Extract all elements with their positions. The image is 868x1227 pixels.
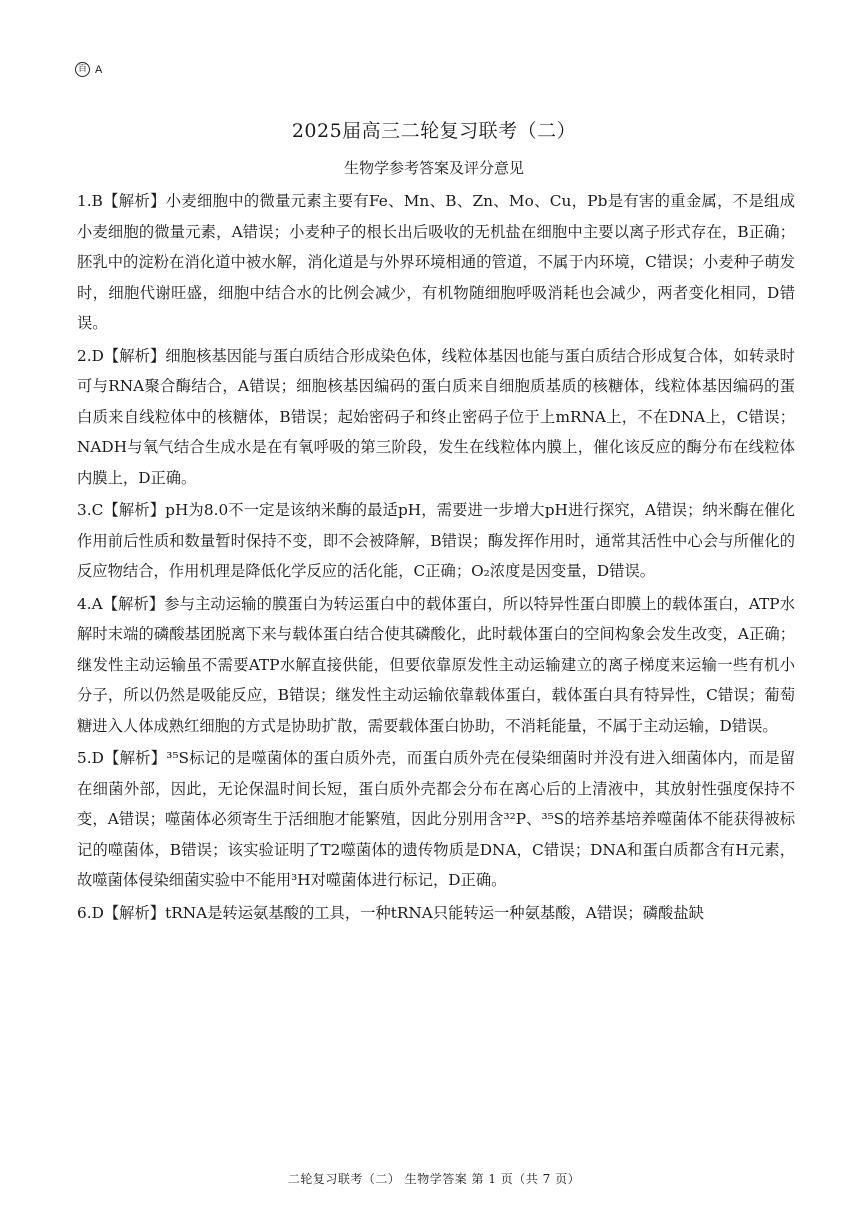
answer-head: 1.B【解析】 [77, 192, 166, 210]
answer-text: tRNA是转运氨基酸的工具，一种tRNA只能转运一种氨基酸，A错误；磷酸盐缺 [165, 903, 704, 922]
page-title: 2025届高三二轮复习联考（二） [291, 120, 577, 142]
answer-text: ³⁵S标记的是噬菌体的蛋白质外壳，而蛋白质外壳在侵染细菌时并没有进入细菌体内，而是留在细菌外部，因此，无论保温时间长短，蛋白质外壳都会分布在离心后的上清液中，其放射性强度保持不变，A错误；噬菌体必须寄生于活细胞才能繁殖，因此分别用含³²P、³⁵S的培养基培养噬菌体不能获得被标记的噬菌体，B错误；该实验证明了T2噬菌体的遗传物质是DNA，C错误；DNA和蛋白质都含有H元素，故噬菌体侵染细菌实验中不能用³H对噬菌体进行标记，D正确。 [77, 749, 795, 889]
badge-circle-icon: 百 [75, 62, 90, 77]
answer-text: 细胞核基因能与蛋白质结合形成染色体，线粒体基因也能与蛋白质结合形成复合体，如转录时可与RNA聚合酶结合，A错误；细胞核基因编码的蛋白质来自细胞质基质的核糖体，线粒体基因编码的蛋白质来自线粒体中的核糖体，B错误；起始密码子和终止密码子位于上mRNA上，不在DNA上，C错误；NADH与氧气结合生成水是在有氧呼吸的第三阶段，发生在线粒体内膜上，催化该反应的酶分布在线粒体内膜上，D正确。 [77, 346, 795, 487]
answer-item-3 [77, 495, 795, 587]
answer-text: 小麦细胞中的微量元素主要有Fe、Mn、B、Zn、Mo、Cu，Pb是有害的重金属，不是组成小麦细胞的微量元素，A错误；小麦种子的根长出后吸收的无机盐在细胞中主要以离子形式存在，B正确；胚乳中的淀粉在消化道中被水解，消化道是与外界环境相通的管道，不属于内环境，C错误；小麦种子萌发时，细胞代谢旺盛，细胞中结合水的比例会减少，有机物随细胞呼吸消耗也会减少，两者变化相同，D错误。 [77, 192, 795, 332]
answer-item-1 [77, 186, 795, 339]
answer-item-6 [77, 898, 795, 929]
page-subtitle: 生物学参考答案及评分意见 [343, 159, 524, 177]
answer-item-4 [77, 589, 795, 742]
page-footer: 二轮复习联考（二） 生物学答案 第 1 页（共 7 页） [287, 1172, 581, 1186]
answer-head: 6.D【解析】 [77, 903, 166, 922]
exam-badge [75, 62, 102, 77]
answer-text: pH为8.0不一定是该纳米酶的最适pH，需要进一步增大pH进行探究，A错误；纳米酶在催化作用前后性质和数量暂时保持不变，即不会被降解，B错误；酶发挥作用时，通常其活性中心会与所催化的反应物结合，作用机理是降低化学反应的活化能，C正确；O₂浓度是因变量，D错误。 [77, 501, 795, 580]
answer-item-2 [77, 341, 795, 494]
answer-text: 参与主动运输的膜蛋白为转运蛋白中的载体蛋白，所以特异性蛋白即膜上的载体蛋白，ATP水解时末端的磷酸基团脱离下来与载体蛋白结合使其磷酸化，此时载体蛋白的空间构象会发生改变，A正确；继发性主动运输虽不需要ATP水解直接供能，但要依靠原发性主动运输建立的离子梯度来运输一些有机小分子，所以仍然是吸能反应，B错误；继发性主动运输依靠载体蛋白，载体蛋白具有特异性，C错误；葡萄糖进入人体成熟红细胞的方式是协助扩散，需要载体蛋白协助，不消耗能量，不属于主动运输，D错误。 [77, 594, 795, 735]
answer-head: 5.D【解析】 [77, 749, 167, 767]
answer-item-5 [77, 743, 795, 896]
answer-head: 2.D【解析】 [77, 346, 166, 365]
answer-head: 4.A【解析】 [77, 594, 165, 613]
badge-letter: A [95, 63, 103, 76]
answer-list [77, 186, 795, 930]
answer-head: 3.C【解析】 [77, 501, 166, 519]
